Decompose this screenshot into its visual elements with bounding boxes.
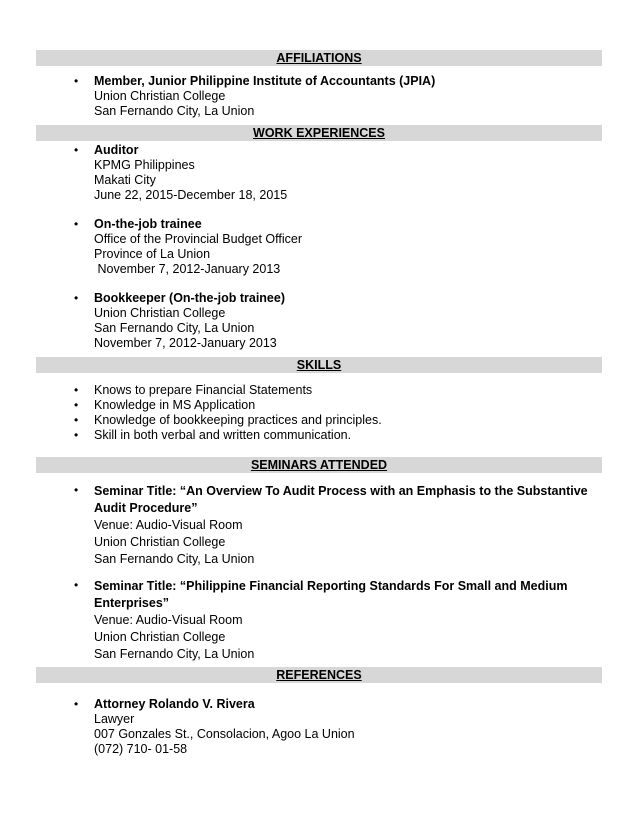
section-header-references: REFERENCES	[36, 667, 602, 683]
resume-page	[36, 50, 602, 757]
section-header-skills: SKILLS	[36, 357, 602, 373]
bullet-icon: •	[74, 291, 79, 305]
section-header-work-experiences: WORK EXPERIENCES	[36, 125, 602, 141]
bullet-icon: •	[74, 217, 79, 231]
list-item: • On-the-job trainee Office of the Provincial Budget Officer Province of La Union November 7, 2012-January 2013	[74, 217, 302, 276]
bullet-icon: •	[74, 74, 79, 88]
bullet-icon: •	[74, 428, 79, 442]
affiliations-list	[36, 74, 602, 119]
work-list	[36, 143, 602, 351]
list-item: • Seminar Title: “Philippine Financial Reporting Standards For Small and Medium Enterprises” Venue: Audio-Visual Room Union Christian College San Fernando City, La Union	[74, 578, 568, 661]
list-item: • Knows to prepare Financial Statements	[74, 383, 313, 397]
list-item: • Knowledge in MS Application	[74, 398, 256, 412]
list-item: • Knowledge of bookkeeping practices and principles.	[74, 413, 382, 427]
bullet-icon: •	[74, 483, 79, 497]
list-item: • Skill in both verbal and written communication.	[74, 428, 352, 442]
bullet-icon: •	[74, 383, 79, 397]
bullet-icon: •	[74, 398, 79, 412]
list-item: • Seminar Title: “An Overview To Audit Process with an Emphasis to the Substantive Audit Procedure” Venue: Audio-Visual Room Union Christian College San Fernando City, La Union	[74, 483, 588, 566]
bullet-icon: •	[74, 578, 79, 592]
list-item: • Attorney Rolando V. Rivera Lawyer 007 Gonzales St., Consolacion, Agoo La Union (072) 710- 01-58	[74, 697, 355, 756]
section-header-seminars: SEMINARS ATTENDED	[36, 457, 602, 473]
list-item: • Auditor KPMG Philippines Makati City June 22, 2015-December 18, 2015	[74, 143, 288, 202]
list-item: • Member, Junior Philippine Institute of Accountants (JPIA) Union Christian College San Fernando City, La Union	[74, 74, 436, 118]
list-item: • Bookkeeper (On-the-job trainee) Union Christian College San Fernando City, La Union November 7, 2012-January 2013	[74, 291, 285, 350]
section-header-affiliations: AFFILIATIONS	[36, 50, 602, 66]
bullet-icon: •	[74, 697, 79, 711]
references-list	[36, 697, 602, 757]
bullet-icon: •	[74, 413, 79, 427]
seminars-list	[36, 483, 602, 663]
skills-list	[36, 383, 602, 443]
bullet-icon: •	[74, 143, 79, 157]
